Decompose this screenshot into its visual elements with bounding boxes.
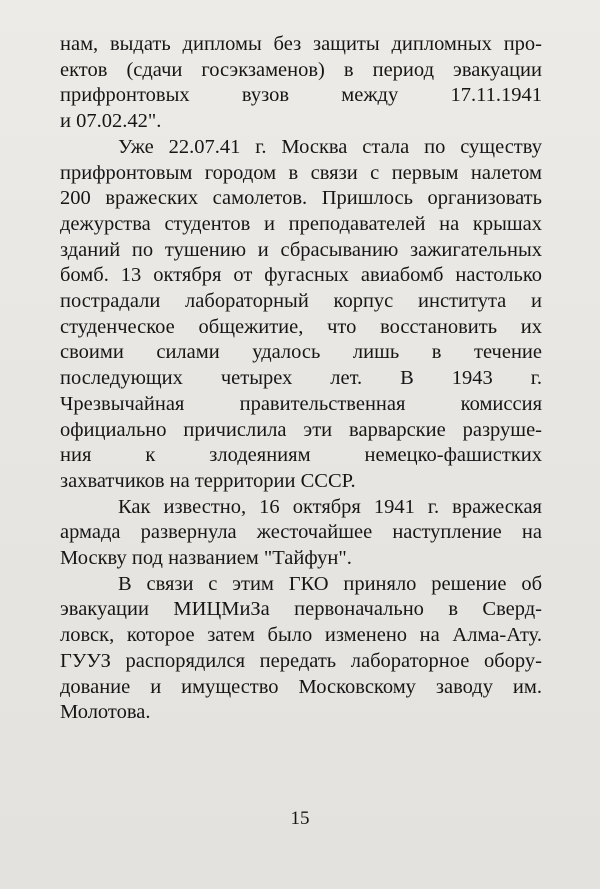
text-line: студенческое общежитие, что восстановить их <box>60 315 542 338</box>
text-line: последующих четырех лет. В 1943 г. <box>60 367 542 390</box>
text-line: официально причислила эти варварские разруше- <box>60 418 542 441</box>
paragraph-1 <box>60 32 542 135</box>
page-number: 15 <box>290 808 310 829</box>
text-line: прифронтовых вузов между 17.11.1941 <box>60 84 542 107</box>
text-line: эвакуации МИЦМиЗа первоначально в Сверд- <box>60 598 542 621</box>
text-line: дежурства студентов и преподавателей на крышах <box>60 212 542 235</box>
paragraph-3 <box>60 495 542 572</box>
text-line: нам, выдать дипломы без защиты дипломных про- <box>60 33 542 55</box>
text-line: 200 вражеских самолетов. Пришлось организовать <box>60 187 542 210</box>
text-line: Москву под названием "Тайфун". <box>60 547 352 570</box>
text-line: бомб. 13 октября от фугасных авиабомб настолько <box>60 264 542 287</box>
text-line: армада развернула жесточайшее наступление на <box>60 521 542 544</box>
text-line: В связи с этим ГКО приняло решение об <box>118 572 542 595</box>
text-line: Уже 22.07.41 г. Москва стала по существу <box>118 135 542 158</box>
text-line: захватчиков на территории СССР. <box>60 469 356 492</box>
text-line: Чрезвычайная правительственная комиссия <box>60 392 542 415</box>
text-line: Молотова. <box>60 701 151 724</box>
body-text <box>60 32 542 726</box>
text-line: пострадали лабораторный корпус института и <box>60 290 542 313</box>
text-line: и 07.02.42". <box>60 110 162 133</box>
paragraph-2 <box>60 135 542 495</box>
paragraph-4 <box>60 572 542 726</box>
text-line: ектов (сдачи госэкзаменов) в период эвакуации <box>60 58 542 81</box>
text-line: зданий по тушению и сбрасыванию зажигательных <box>60 238 542 261</box>
text-line: Как известно, 16 октября 1941 г. вражеская <box>118 495 542 518</box>
text-line: ния к злодеяниям немецко-фашистких <box>60 444 542 467</box>
text-line: прифронтовым городом в связи с первым налетом <box>60 161 542 184</box>
text-line: дование и имущество Московскому заводу им. <box>60 675 542 698</box>
text-line: ГУУЗ распорядился передать лабораторное обору- <box>60 649 542 672</box>
text-line: ловск, которое затем было изменено на Алма-Ату. <box>60 624 542 647</box>
text-line: своими силами удалось лишь в течение <box>60 341 542 364</box>
